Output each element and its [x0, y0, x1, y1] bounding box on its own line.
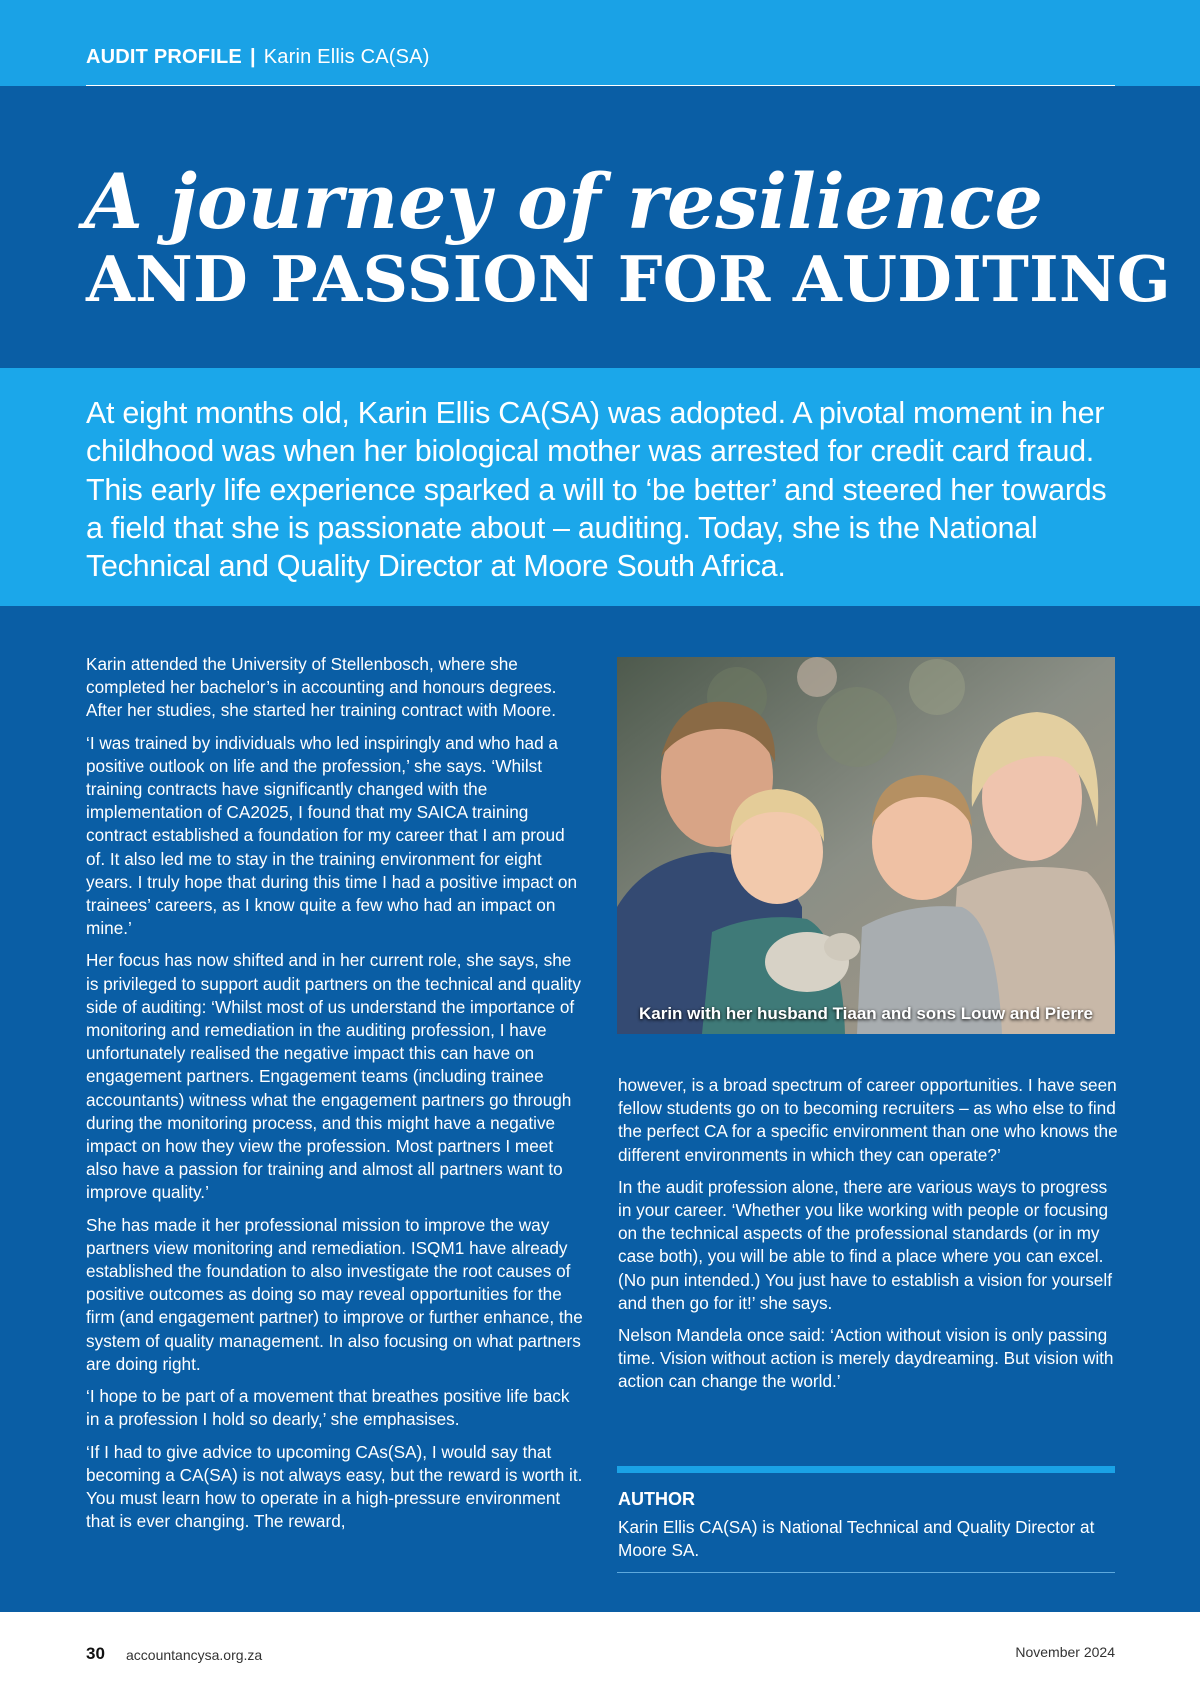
author-heading: AUTHOR [618, 1489, 695, 1509]
issue-date: November 2024 [1015, 1644, 1115, 1660]
author-rule-bottom [617, 1572, 1115, 1573]
body-paragraph: ‘I was trained by individuals who led inspiringly and who had a positive outlook on life and the profession,’ she says. ‘Whilst training contracts have significantly changed with the implementation of CA2025, I found that my SAICA training contract established a foundation for my career that I am proud of. It also led me to stay in the training environment for eight years. I truly hope that during this time I had a positive impact on trainees’ careers, as I know quite a few who had an impact on mine.’ [86, 732, 578, 939]
family-photo [617, 657, 1115, 1034]
family-photo-illustration [617, 657, 1115, 1034]
body-paragraph: however, is a broad spectrum of career opportunities. I have seen fellow students go on to becoming recruiters – as who else to find the perfect CA for a specific environment than one who knows the different environments in which they can operate?’ [618, 1075, 1118, 1165]
author-bio: Karin Ellis CA(SA) is National Technical and Quality Director at Moore SA. [618, 1517, 1095, 1560]
headline-caps: AND PASSION FOR AUDITING [86, 242, 1171, 316]
section-separator: | [249, 46, 256, 68]
page-number: 30 [86, 1644, 105, 1663]
website-link[interactable]: accountancysa.org.za [126, 1647, 263, 1663]
body-paragraph: In the audit profession alone, there are various ways to progress in your career. ‘Whether you like working with people or focusing on the technical aspects of the professional standards (or in my case both), you will be able to find a place where you can excel. (No pun intended.) You just have to establish a vision for yourself and then go for it!’ she says. [618, 1176, 1112, 1313]
body-paragraph: ‘I hope to be part of a movement that breathes positive life back in a profession I hold so dearly,’ she emphasises. [86, 1386, 570, 1430]
author-rule [617, 1466, 1115, 1473]
section-name: AUDIT PROFILE [86, 46, 242, 68]
headline-italic: A journey of resilience [84, 157, 1044, 246]
section-subject: Karin Ellis CA(SA) [263, 46, 430, 68]
photo-caption: Karin with her husband Tiaan and sons Louw and Pierre [638, 1004, 1094, 1023]
header-band [0, 0, 1200, 86]
page-footer [0, 1612, 1200, 1696]
section-label [86, 46, 430, 69]
body-paragraph: She has made it her professional mission to improve the way partners view monitoring and remediation. ISQM1 have already established the foundation to also investigate the root causes of positive outcomes as doing so may reveal opportunities for the firm (and engagement partner) to improve or further enhance, the system of quality management. In also focusing on what partners are doing right. [86, 1214, 583, 1374]
intro-paragraph: At eight months old, Karin Ellis CA(SA) was adopted. A pivotal moment in her childhood was when her biological mother was arrested for credit card fraud. This early life experience sparked a will to ‘be better’ and steered her towards a field that she is passionate about – auditing. Today, she is the National Technical and Quality Director at Moore South Africa. [86, 396, 1107, 584]
body-paragraph: Karin attended the University of Stellenbosch, where she completed her bachelor’s in accounting and honours degrees. After her studies, she started her training contract with Moore. [86, 654, 557, 721]
body-paragraph: ‘If I had to give advice to upcoming CAs(SA), I would say that becoming a CA(SA) is not always easy, but the reward is worth it. You must learn how to operate in a high-pressure environment that is ever changing. The reward, [86, 1441, 583, 1532]
body-paragraph: Her focus has now shifted and in her current role, she says, she is privileged to support audit partners on the technical and quality side of auditing: ‘Whilst most of us understand the importance of monitoring and remediation in the auditing profession, I have unfortunately realised the negative impact this can have on engagement partners. Engagement teams (including trainee accountants) witness what the engagement partners go through during the monitoring process, and this might have a negative impact on how they view the profession. Most partners I meet also have a passion for training and almost all partners want to improve quality.’ [86, 950, 581, 1203]
body-column-right [618, 1074, 1118, 1403]
body-paragraph: Nelson Mandela once said: ‘Action without vision is only passing time. Vision without action is merely daydreaming. But vision with action can change the world.’ [618, 1325, 1114, 1392]
body-column-left [86, 653, 586, 1542]
